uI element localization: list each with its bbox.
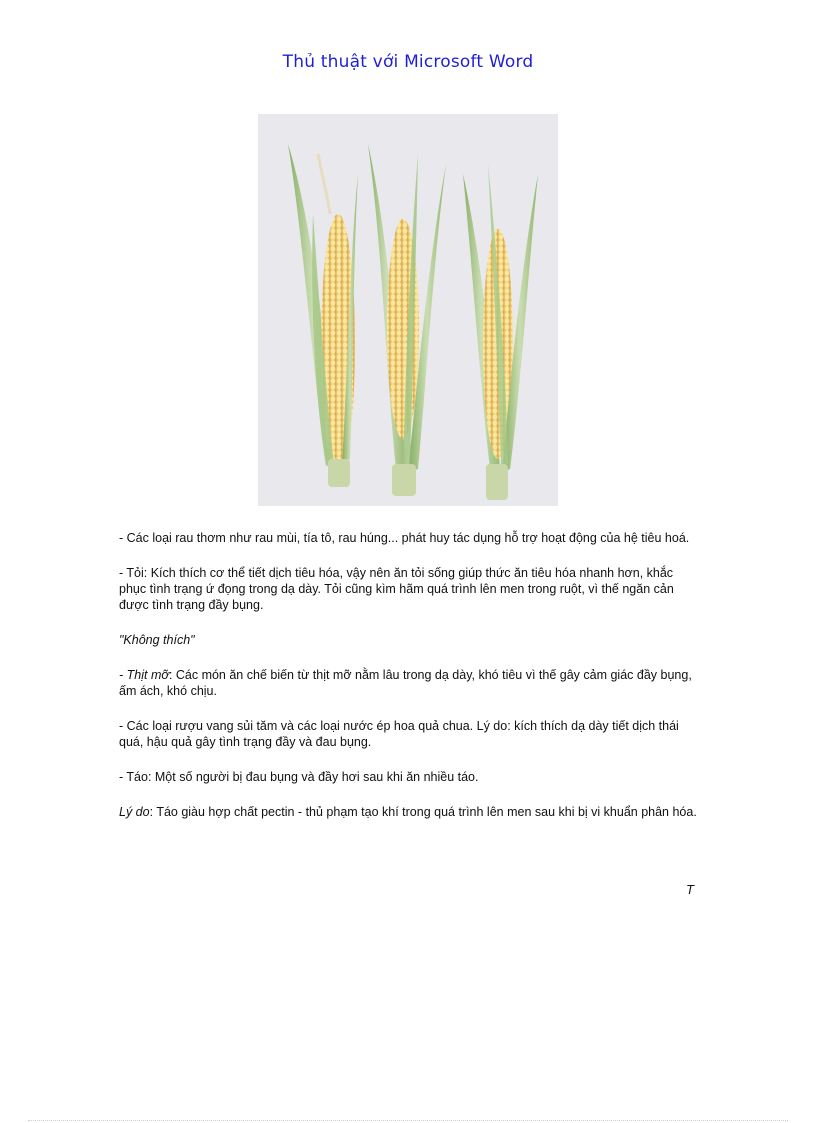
page-footer-rule [28,1120,788,1121]
fatty-meat-label: - Thịt mỡ [119,668,169,682]
paragraph-dislike-heading: "Không thích" [119,633,195,647]
reason-text: : Táo giàu hợp chất pectin - thủ phạm tạo khí trong quá trình lên men sau khi bị vi khuẩn phân hóa. [149,805,697,819]
paragraph-garlic: - Tỏi: Kích thích cơ thể tiết dịch tiêu hóa, vậy nên ăn tỏi sống giúp thức ăn tiêu hóa nhanh hơn, khắc phục tình trạng ứ đọng trong dạ dày. Tỏi cũng kìm hãm quá trình lên men trong ruột, vì thế ngăn cản được tình trạng đầy bụng. [119,566,674,612]
paragraph-herbs: - Các loại rau thơm như rau mùi, tía tô, rau húng... phát huy tác dụng hỗ trợ hoạt động của hệ tiêu hoá. [119,531,690,545]
fatty-meat-text: : Các món ăn chế biến từ thịt mỡ nằm lâu trong dạ dày, khó tiêu vì thế gây cảm giác đầy bụng, ấm ách, khó chịu. [119,668,692,698]
paragraph-wine: - Các loại rượu vang sủi tăm và các loại nước ép hoa quả chua. Lý do: kích thích dạ dày tiết dịch thái quá, hậu quả gây tình trạng đầy và đau bụng. [119,719,679,749]
paragraph-apple: - Táo: Một số người bị đau bụng và đầy hơi sau khi ăn nhiều táo. [119,770,479,784]
signoff: T [686,882,694,897]
paragraph-fatty-meat [119,667,699,699]
document-body [119,530,699,839]
reason-label: Lý do [119,805,150,819]
page-header-title: Thủ thuật với Microsoft Word [282,52,534,72]
paragraph-reason [119,804,699,820]
corn-photo [258,114,558,506]
